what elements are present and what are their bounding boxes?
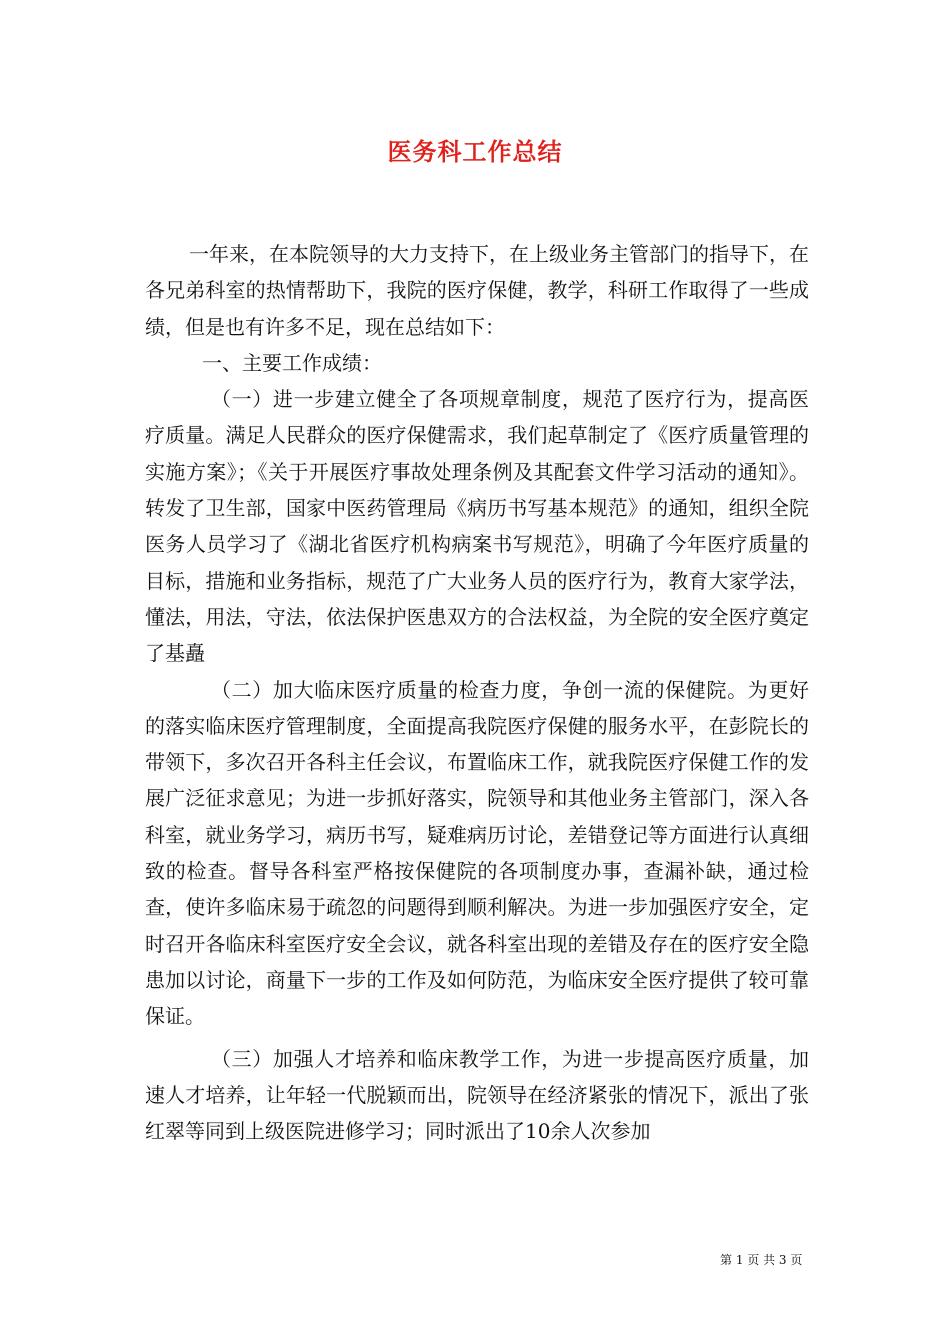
item-paragraph-1: （一）进一步建立健全了各项规章制度，规范了医疗行为，提高医疗质量。满足人民群众的医疗保健需求，我们起草制定了《医疗质量管理的实施方案》；《关于开展医疗事故处理条例及其配套文件学习活动的通知》。转发了卫生部，国家中医药管理局《病历书写基本规范》的通知，组织全院医务人员学习了《湖北省医疗机构病案书写规范》，明确了今年医疗质量的目标，措施和业务指标，规范了广大业务人员的医疗行为，教育大家学法，懂法，用法，守法，依法保护医患双方的合法权益，为全院的安全医疗奠定了基矗: [145, 387, 809, 666]
item-paragraph-3: （三）加强人才培养和临床教学工作，为进一步提高医疗质量，加速人才培养，让年轻一代脱颖而出，院领导在经济紧张的情况下，派出了张红翠等同到上级医院进修学习；同时派出了10余人次参加: [145, 1046, 809, 1144]
item-paragraph-2: （二）加大临床医疗质量的检查力度，争创一流的保健院。为更好的落实临床医疗管理制度，全面提高我院医疗保健的服务水平，在彭院长的带领下，多次召开各科主任会议，布置临床工作，就我院医疗保健工作的发展广泛征求意见；为进一步抓好落实，院领导和其他业务主管部门，深入各科室，就业务学习，病历书写，疑难病历讨论，差错登记等方面进行认真细致的检查。督导各科室严格按保健院的各项制度办事，查漏补缺，通过检查，使许多临床易于疏忽的问题得到顺利解决。为进一步加强医疗安全，定时召开各临床科室医疗安全会议，就各科室出现的差错及存在的医疗安全隐患加以讨论，商量下一步的工作及如何防范，为临床安全医疗提供了较可靠保证。: [145, 677, 809, 1029]
document-title: 医务科工作总结: [387, 137, 563, 166]
page-number: 第 1 页 共 3 页: [720, 1253, 803, 1267]
section-heading: 一、主要工作成绩：: [202, 350, 382, 375]
document-body: [145, 236, 809, 1149]
intro-paragraph: 一年来，在本院领导的大力支持下，在上级业务主管部门的指导下，在各兄弟科室的热情帮助下，我院的医疗保健，教学，科研工作取得了一些成绩，但是也有许多不足，现在总结如下：: [145, 242, 809, 339]
